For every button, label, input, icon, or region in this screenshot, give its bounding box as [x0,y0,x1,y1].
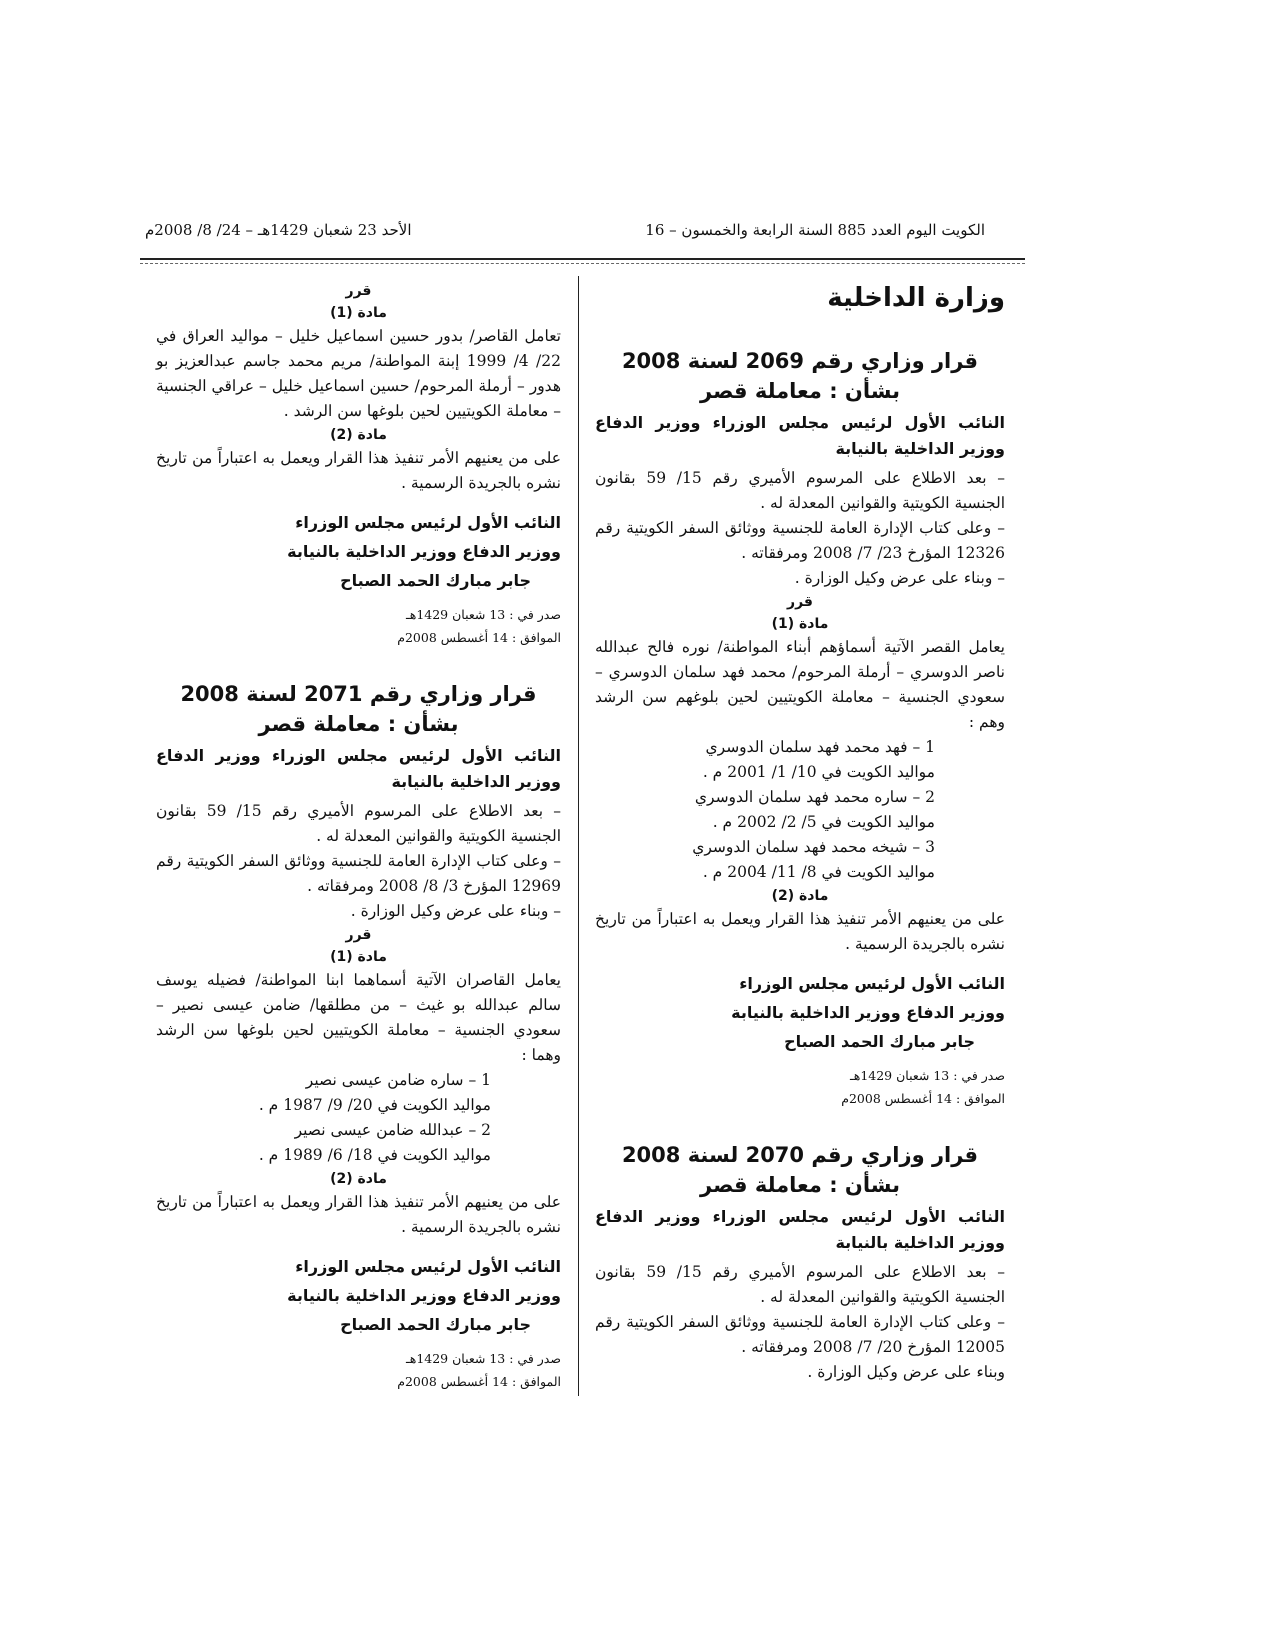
article-2-text: على من يعنيهم الأمر تنفيذ هذا القرار ويعمل به اعتباراً من تاريخ نشره بالجريدة الرسمية . [156,1193,561,1236]
article-2-heading: مادة (2) [771,888,829,904]
signature-title-1: النائب الأول لرئيس مجلس الوزراء [739,974,1005,993]
signature-title-1: النائب الأول لرئيس مجلس الوزراء [295,1257,561,1276]
decree-subject: بشأن : معاملة قصر [700,1173,900,1197]
preamble-3: – وبناء على عرض وكيل الوزارة . [794,569,1005,587]
decree-title: قرار وزاري رقم 2071 لسنة 2008 [180,682,537,706]
preamble-2: – وعلى كتاب الإدارة العامة للجنسية ووثائق السفر الكويتية رقم 12969 المؤرخ 3/ 8/ 2008 ومرفقاته . [156,852,561,895]
issue-dates [595,1064,1005,1110]
decree-2070-continued [156,280,561,649]
ministry-heading: وزارة الداخلية [827,283,1005,313]
article-2-text: على من يعنيهم الأمر تنفيذ هذا القرار ويعمل به اعتباراً من تاريخ نشره بالجريدة الرسمية . [595,910,1005,953]
preamble-1: – بعد الاطلاع على المرسوم الأميري رقم 15/ 59 بقانون الجنسية الكويتية والقوانين المعدلة له . [595,469,1006,512]
signature-block [156,508,561,595]
decree-subject: بشأن : معاملة قصر [700,379,900,403]
signatory-name: جابر مبارك الحمد الصباح [340,1315,531,1334]
left-column [156,280,561,1393]
article-2-heading: مادة (2) [330,427,387,443]
signature-block [595,969,1005,1056]
decree-issuer: النائب الأول لرئيس مجلس الوزراء ووزير الدفاع ووزير الداخلية بالنيابة [156,746,561,791]
issue-dates [156,603,561,649]
preamble-1: – بعد الاطلاع على المرسوم الأميري رقم 15/ 59 بقانون الجنسية الكويتية والقوانين المعدلة له . [156,802,561,845]
preamble-3: وبناء على عرض وكيل الوزارة . [807,1363,1005,1381]
signature-title-2: ووزير الدفاع ووزير الداخلية بالنيابة [731,1003,1005,1022]
preamble-1: – بعد الاطلاع على المرسوم الأميري رقم 15/ 59 بقانون الجنسية الكويتية والقوانين المعدلة له . [595,1263,1006,1306]
running-header-right: الكويت اليوم العدد 885 السنة الرابعة والخمسون – 16 [645,221,985,239]
signature-title-2: ووزير الدفاع ووزير الداخلية بالنيابة [287,542,561,561]
minors-list [595,735,1005,885]
signatory-name: جابر مبارك الحمد الصباح [784,1032,975,1051]
preamble-2: – وعلى كتاب الإدارة العامة للجنسية ووثائق السفر الكويتية رقم 12326 المؤرخ 23/ 7/ 2008 ومرفقاته . [595,519,1005,562]
signatory-name: جابر مبارك الحمد الصباح [340,571,531,590]
list-item: 3 – شيخه محمد فهد سلمان الدوسري [692,838,935,856]
signature-block [156,1252,561,1339]
article-1-text: يعامل القاصران الآتية أسماهما ابنا المواطنة/ فضيله يوسف سالم عبدالله بو غيث – من مطلقها/ ضامن عيسى نصير – سعودي الجنسية – معاملة الكويتيين لحين بلوغها سن الرشد وهما : [156,971,561,1064]
list-item: 2 – عبدالله ضامن عيسى نصير [294,1121,491,1139]
issued-date: صدر في : 13 شعبان 1429هـ [406,1351,561,1366]
list-item: 1 – فهد محمد فهد سلمان الدوسري [705,738,935,756]
decree-2071 [156,679,561,1393]
decided-heading: قرر [345,283,372,299]
corresponding-date: الموافق : 14 أغسطس 2008م [397,1374,561,1389]
right-column [595,280,1005,1385]
article-1-heading: مادة (1) [330,949,387,965]
preamble-2: – وعلى كتاب الإدارة العامة للجنسية ووثائق السفر الكويتية رقم 12005 المؤرخ 20/ 7/ 2008 ومرفقاته . [595,1313,1005,1356]
list-item: 2 – ساره محمد فهد سلمان الدوسري [694,788,935,806]
article-1-text: تعامل القاصر/ بدور حسين اسماعيل خليل – مواليد العراق في 22/ 4/ 1999 إبنة المواطنة/ مريم محمد جاسم عبدالعزيز بو هدور – أرملة المرحوم/ حسين اسماعيل خليل – عراقي الجنسية – معاملة الكويتيين لحين بلوغها سن الرشد . [156,327,561,420]
preamble-3: – وبناء على عرض وكيل الوزارة . [350,902,561,920]
list-item: 1 – ساره ضامن عيسى نصير [305,1071,491,1089]
corresponding-date: الموافق : 14 أغسطس 2008م [841,1091,1005,1106]
list-item: مواليد الكويت في 18/ 6/ 1989 م . [258,1146,491,1164]
decree-title: قرار وزاري رقم 2070 لسنة 2008 [621,1143,979,1167]
minors-list [156,1068,561,1168]
decree-title: قرار وزاري رقم 2069 لسنة 2008 [621,349,979,373]
header-rule [140,258,1025,260]
signature-title-1: النائب الأول لرئيس مجلس الوزراء [295,513,561,532]
article-2-text: على من يعنيهم الأمر تنفيذ هذا القرار ويعمل به اعتباراً من تاريخ نشره بالجريدة الرسمية . [156,449,561,492]
running-header-left: الأحد 23 شعبان 1429هـ – 24/ 8/ 2008م [145,221,412,239]
decided-heading: قرر [345,927,372,943]
header-rule-dashed [140,263,1025,264]
issue-dates [156,1347,561,1393]
article-1-heading: مادة (1) [330,305,387,321]
decree-issuer: النائب الأول لرئيس مجلس الوزراء ووزير الدفاع ووزير الداخلية بالنيابة [595,1207,1005,1252]
decree-issuer: النائب الأول لرئيس مجلس الوزراء ووزير الدفاع ووزير الداخلية بالنيابة [595,413,1005,458]
column-separator [578,276,579,1396]
list-item: مواليد الكويت في 5/ 2/ 2002 م . [712,813,935,831]
signature-title-2: ووزير الدفاع ووزير الداخلية بالنيابة [287,1286,561,1305]
list-item: مواليد الكويت في 8/ 11/ 2004 م . [702,863,935,881]
decree-2069 [595,346,1005,1110]
issued-date: صدر في : 13 شعبان 1429هـ [850,1068,1005,1083]
list-item: مواليد الكويت في 20/ 9/ 1987 م . [258,1096,491,1114]
article-2-heading: مادة (2) [330,1171,387,1187]
corresponding-date: الموافق : 14 أغسطس 2008م [397,630,561,645]
article-1-heading: مادة (1) [771,616,829,632]
decree-subject: بشأن : معاملة قصر [258,712,459,736]
issued-date: صدر في : 13 شعبان 1429هـ [406,607,561,622]
article-1-text: يعامل القصر الآتية أسماؤهم أبناء المواطنة/ نوره فالح عبدالله ناصر الدوسري – أرملة المرحوم/ محمد فهد سلمان الدوسري – سعودي الجنسية – معاملة الكويتيين لحين بلوغهم سن الرشد وهم : [595,638,1005,731]
decided-heading: قرر [787,594,813,610]
list-item: مواليد الكويت في 10/ 1/ 2001 م . [702,763,935,781]
decree-2070 [595,1140,1005,1385]
